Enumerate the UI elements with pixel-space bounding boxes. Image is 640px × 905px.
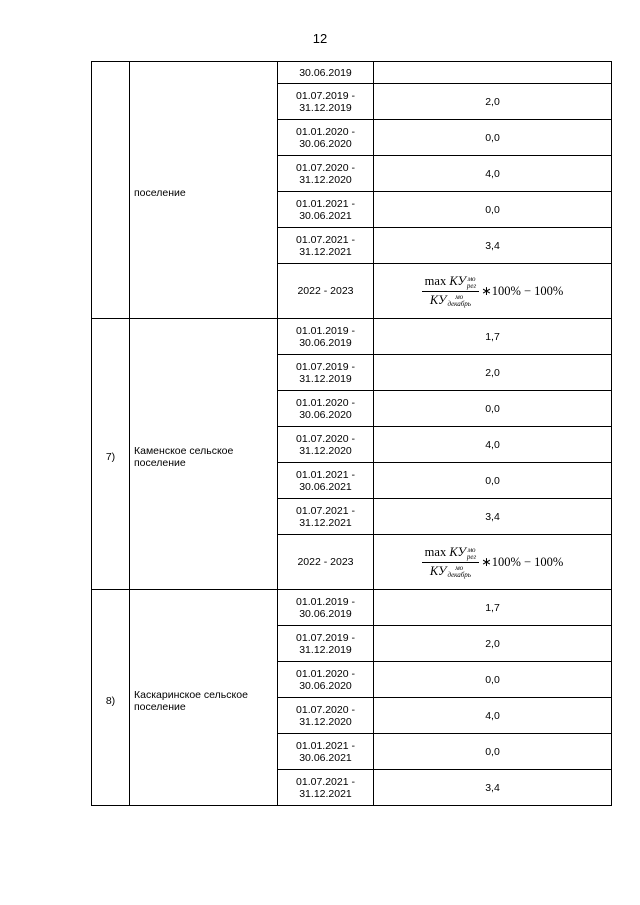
period-text: 01.07.2019 - 31.12.2019 bbox=[296, 631, 355, 656]
formula-den-sup: мо bbox=[455, 563, 464, 572]
period-text: 2022 - 2023 bbox=[297, 556, 354, 568]
period-cell bbox=[278, 626, 374, 662]
rate-value: 2,0 bbox=[374, 84, 612, 120]
period-cell bbox=[278, 734, 374, 770]
formula-num-sup: мо bbox=[467, 274, 476, 283]
rate-value: 0,0 bbox=[374, 120, 612, 156]
formula-num-sub: рег bbox=[466, 552, 477, 561]
period-text: 01.07.2020 - 31.12.2020 bbox=[296, 432, 355, 457]
rate-value: 0,0 bbox=[374, 734, 612, 770]
period-text: 01.07.2021 - 31.12.2021 bbox=[296, 504, 355, 529]
formula-den-sup: мо bbox=[455, 292, 464, 301]
settlement-name: Каменское сельское поселение bbox=[130, 319, 278, 590]
rate-value: 3,4 bbox=[374, 499, 612, 535]
period-cell bbox=[278, 62, 374, 84]
formula-den-sub: декабрь bbox=[447, 299, 471, 308]
rate-value: 3,4 bbox=[374, 228, 612, 264]
period-cell bbox=[278, 590, 374, 626]
formula-num-index bbox=[467, 276, 476, 290]
rate-value: 0,0 bbox=[374, 662, 612, 698]
period-text: 01.07.2020 - 31.12.2020 bbox=[296, 161, 355, 186]
row-number: 8) bbox=[92, 590, 130, 806]
formula-denominator bbox=[427, 563, 474, 579]
rate-value: 0,0 bbox=[374, 391, 612, 427]
period-cell bbox=[278, 535, 374, 590]
period-cell bbox=[278, 463, 374, 499]
formula-denominator bbox=[427, 292, 474, 308]
rate-value: 3,4 bbox=[374, 770, 612, 806]
period-text: 01.01.2021 - 30.06.2021 bbox=[296, 468, 355, 493]
period-cell bbox=[278, 264, 374, 319]
period-cell bbox=[278, 319, 374, 355]
period-cell bbox=[278, 662, 374, 698]
formula-den-sub: декабрь bbox=[447, 570, 471, 579]
period-cell bbox=[278, 698, 374, 734]
rate-value: 1,7 bbox=[374, 590, 612, 626]
period-text: 01.01.2019 - 30.06.2019 bbox=[296, 595, 355, 620]
settlement-name: Каскаринское сельское поселение bbox=[130, 590, 278, 806]
period-text: 30.06.2019 bbox=[299, 66, 352, 79]
formula-tail: ∗100% − 100% bbox=[481, 284, 564, 298]
formula-ku: КУ bbox=[429, 292, 447, 307]
formula-fraction bbox=[422, 274, 480, 307]
formula-ku: КУ bbox=[429, 563, 447, 578]
formula-cell bbox=[374, 264, 612, 319]
period-text: 01.07.2020 - 31.12.2020 bbox=[296, 703, 355, 728]
rate-value: 2,0 bbox=[374, 355, 612, 391]
period-cell bbox=[278, 355, 374, 391]
formula-tail: ∗100% − 100% bbox=[481, 555, 564, 569]
period-text: 01.07.2021 - 31.12.2021 bbox=[296, 775, 355, 800]
formula-max: max bbox=[424, 545, 447, 560]
formula-den-index bbox=[447, 565, 471, 579]
formula-cell bbox=[374, 535, 612, 590]
row-number bbox=[92, 62, 130, 319]
formula-num-sub: рег bbox=[466, 281, 477, 290]
period-cell bbox=[278, 192, 374, 228]
formula-ku: КУ bbox=[449, 545, 466, 560]
settlement-name: поселение bbox=[130, 62, 278, 319]
period-text: 01.01.2019 - 30.06.2019 bbox=[296, 324, 355, 349]
formula-ku: КУ bbox=[449, 274, 466, 289]
rate-value: 0,0 bbox=[374, 463, 612, 499]
rate-value: 0,0 bbox=[374, 192, 612, 228]
period-cell bbox=[278, 120, 374, 156]
rate-value: 4,0 bbox=[374, 698, 612, 734]
tariff-table bbox=[91, 61, 612, 806]
rate-value: 4,0 bbox=[374, 156, 612, 192]
growth-formula bbox=[422, 545, 564, 578]
table-row bbox=[92, 62, 612, 84]
formula-max: max bbox=[424, 274, 447, 289]
period-cell bbox=[278, 770, 374, 806]
table-row bbox=[92, 590, 612, 626]
rate-value: 4,0 bbox=[374, 427, 612, 463]
period-cell bbox=[278, 391, 374, 427]
period-text: 01.01.2020 - 30.06.2020 bbox=[296, 396, 355, 421]
formula-numerator bbox=[422, 545, 480, 562]
formula-num-sup: мо bbox=[467, 545, 476, 554]
table-row bbox=[92, 319, 612, 355]
period-cell bbox=[278, 427, 374, 463]
rate-value: 1,7 bbox=[374, 319, 612, 355]
formula-den-index bbox=[447, 294, 471, 308]
period-cell bbox=[278, 84, 374, 120]
period-cell bbox=[278, 228, 374, 264]
formula-numerator bbox=[422, 274, 480, 291]
period-text: 01.01.2020 - 30.06.2020 bbox=[296, 125, 355, 150]
period-text: 01.01.2021 - 30.06.2021 bbox=[296, 197, 355, 222]
page-number: 12 bbox=[312, 31, 328, 46]
formula-fraction bbox=[422, 545, 480, 578]
growth-formula bbox=[422, 274, 564, 307]
period-cell bbox=[278, 156, 374, 192]
rate-value: 2,0 bbox=[374, 626, 612, 662]
period-cell bbox=[278, 499, 374, 535]
period-text: 01.01.2021 - 30.06.2021 bbox=[296, 739, 355, 764]
rate-value bbox=[374, 62, 612, 84]
row-number: 7) bbox=[92, 319, 130, 590]
period-text: 01.01.2020 - 30.06.2020 bbox=[296, 667, 355, 692]
period-text: 01.07.2019 - 31.12.2019 bbox=[296, 89, 355, 114]
period-text: 01.07.2019 - 31.12.2019 bbox=[296, 360, 355, 385]
period-text: 2022 - 2023 bbox=[297, 285, 354, 297]
formula-num-index bbox=[467, 547, 476, 561]
period-text: 01.07.2021 - 31.12.2021 bbox=[296, 233, 355, 258]
